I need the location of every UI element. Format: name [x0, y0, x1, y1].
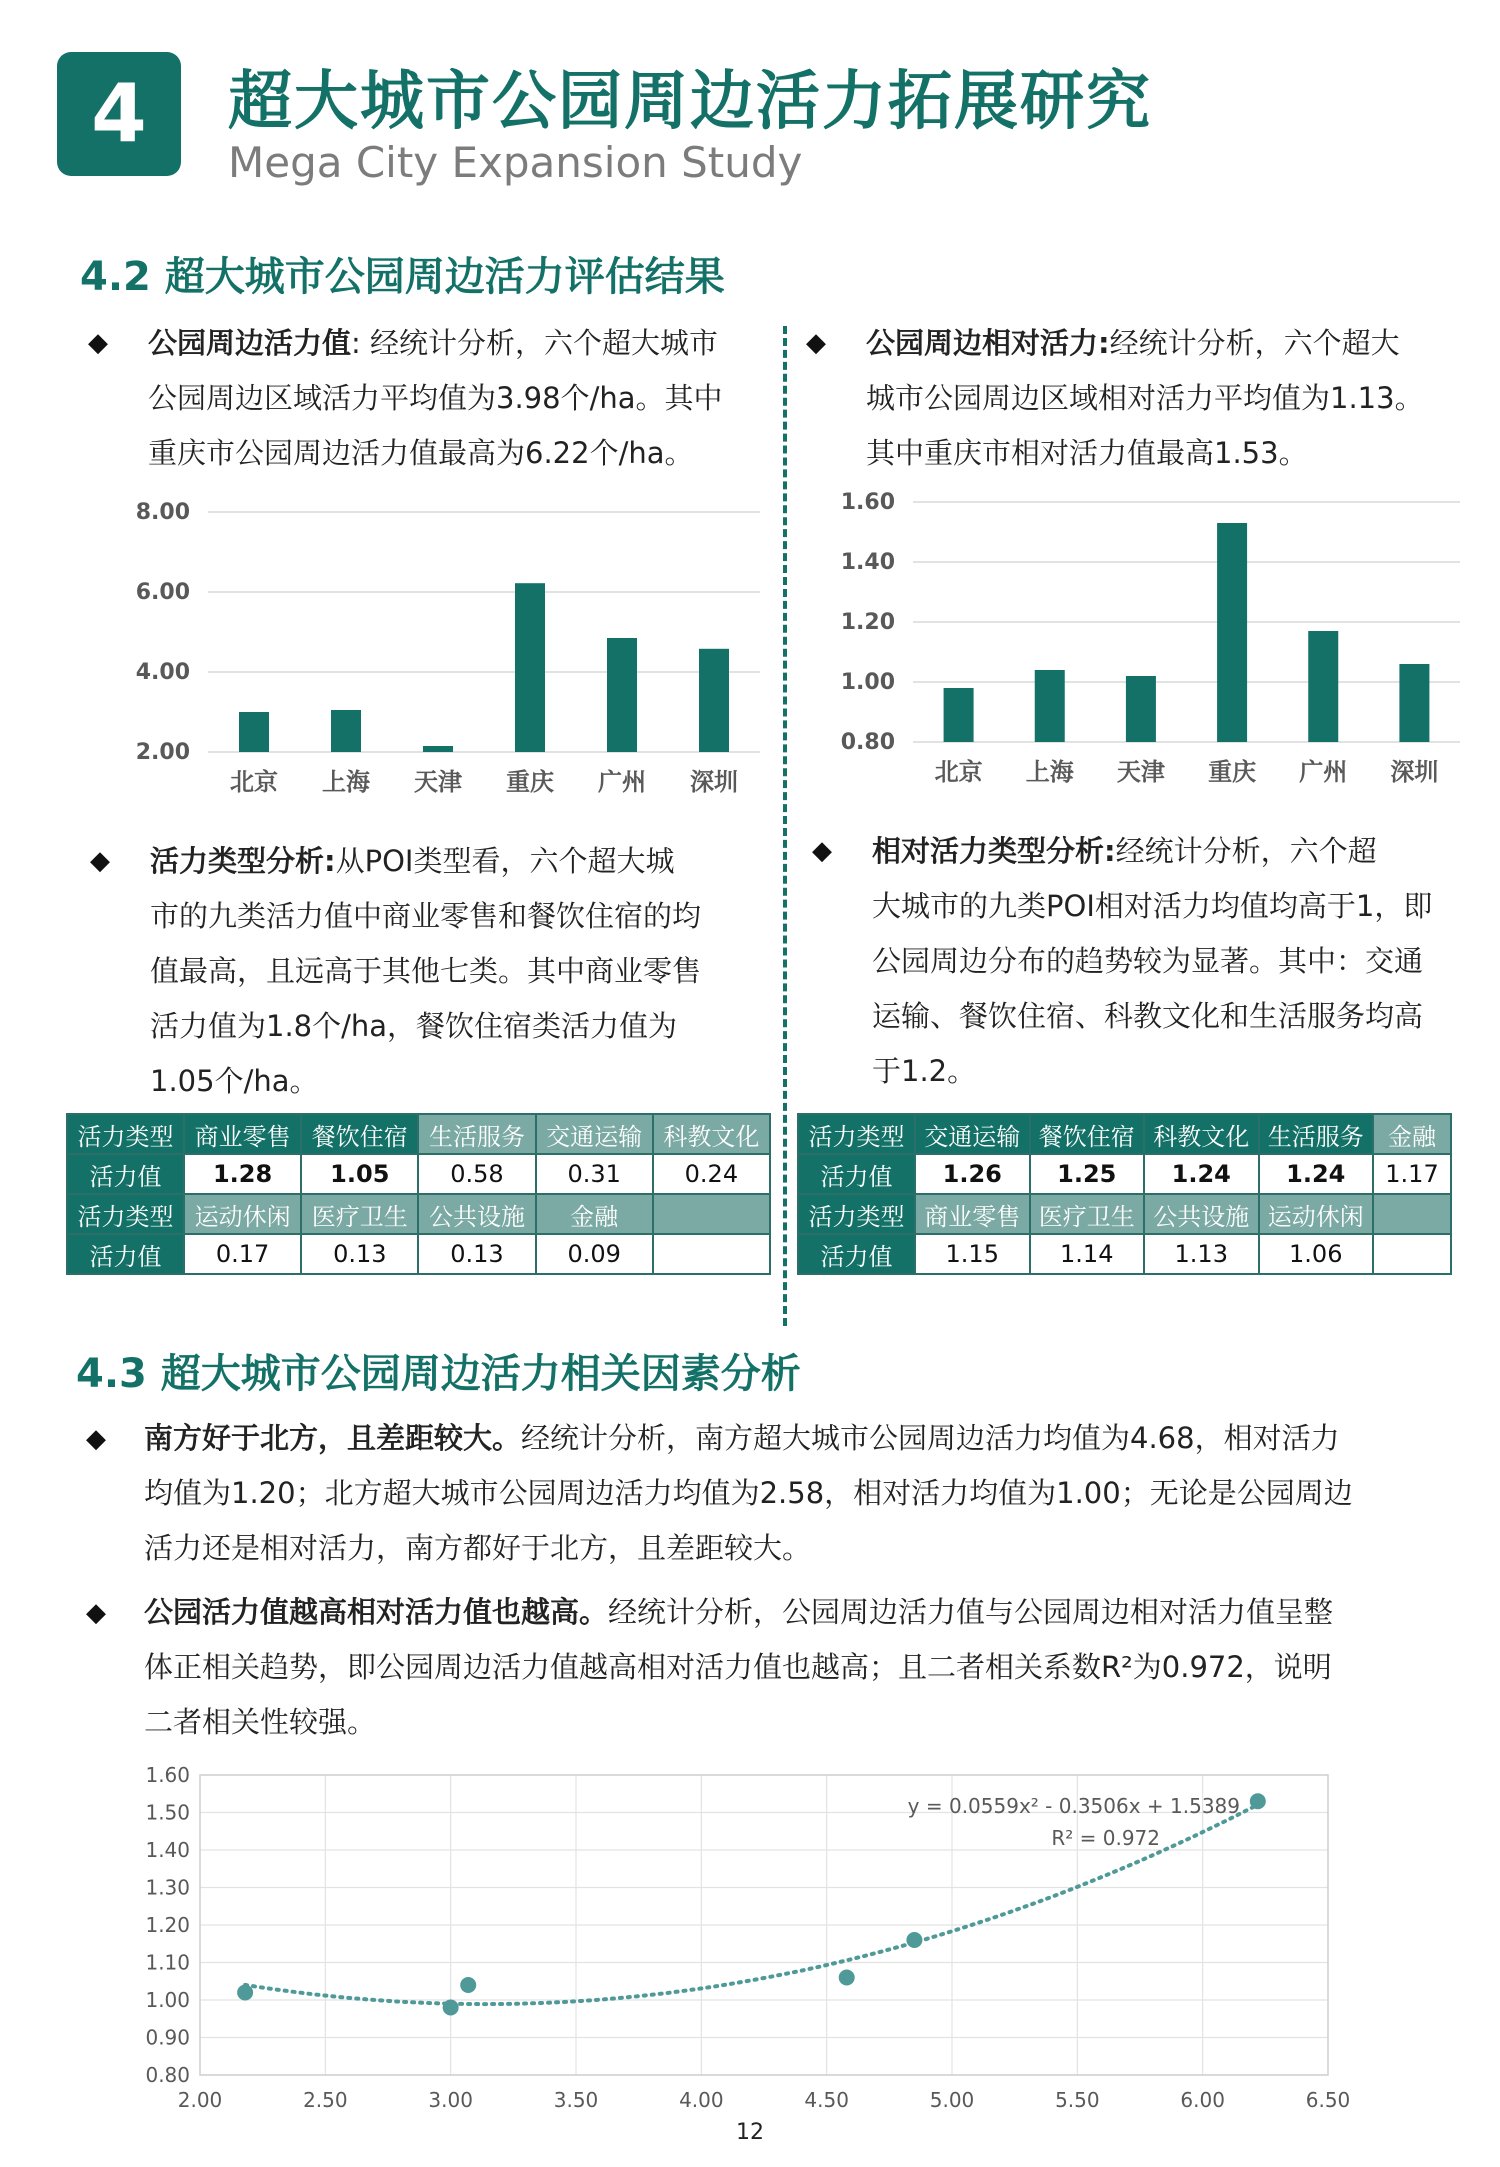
table-cell: 1.26 [915, 1154, 1030, 1194]
table-cell: 公共设施 [418, 1194, 535, 1234]
table-cell: 金融 [536, 1194, 653, 1234]
table-row [67, 1154, 770, 1194]
table-cell [653, 1194, 770, 1234]
table-cell: 运动休闲 [184, 1194, 301, 1234]
table-row [67, 1114, 770, 1154]
x-tick-label: 3.50 [553, 2088, 599, 2112]
x-tick-label: 5.00 [929, 2088, 975, 2112]
y-tick-label: 8.00 [135, 500, 190, 525]
table-cell: 生活服务 [418, 1114, 535, 1154]
x-category-label: 天津 [1116, 758, 1165, 786]
y-tick-label: 1.00 [840, 670, 895, 695]
right-para-type-analysis [872, 824, 1482, 1099]
para-line: 从POI类型看，六个超大城 [335, 844, 675, 878]
y-tick-label: 1.40 [145, 1838, 190, 1862]
section-4-3-title: 4.3 超大城市公园周边活力相关因素分析 [76, 1351, 801, 1397]
x-category-label: 深圳 [1390, 758, 1439, 786]
bar [331, 710, 361, 752]
y-tick-label: 2.00 [135, 740, 190, 765]
table-cell [1373, 1234, 1451, 1274]
para-line: 市的九类活力值中商业零售和餐饮住宿的均 [150, 899, 702, 933]
table-cell: 1.05 [301, 1154, 418, 1194]
bar [1399, 664, 1429, 742]
para-correlation [144, 1585, 1464, 1750]
x-tick-label: 4.00 [679, 2088, 724, 2112]
table-cell: 活力类型 [798, 1194, 915, 1234]
y-tick-label: 1.20 [145, 1913, 190, 1937]
scatter-point [460, 1977, 476, 1993]
para-line: 公园周边分布的趋势较为显著。其中：交通 [872, 944, 1424, 978]
y-tick-label: 1.60 [840, 490, 895, 515]
table-cell: 活力类型 [67, 1194, 184, 1234]
table-cell: 0.17 [184, 1234, 301, 1274]
y-tick-label: 1.60 [145, 1763, 190, 1787]
table-cell: 交通运输 [536, 1114, 653, 1154]
table-cell: 公共设施 [1144, 1194, 1259, 1234]
y-tick-label: 0.90 [145, 2025, 190, 2050]
bullet-diamond: ◆ [806, 328, 826, 358]
table-cell: 0.58 [418, 1154, 535, 1194]
x-tick-label: 3.00 [428, 2088, 473, 2112]
para-line: 大城市的九类POI相对活力均值均高于1，即 [872, 889, 1433, 923]
table-cell: 1.14 [1030, 1234, 1145, 1274]
para-line: : 经统计分析，六个超大城市 [351, 326, 719, 360]
table-cell: 1.24 [1259, 1154, 1374, 1194]
x-category-label: 天津 [414, 768, 462, 796]
bar [607, 638, 637, 752]
right-para-relative-vitality [866, 316, 1476, 481]
bar [515, 583, 545, 752]
section-4-2-title: 4.2 超大城市公园周边活力评估结果 [80, 254, 725, 300]
y-tick-label: 1.00 [145, 1988, 190, 2012]
para-line: 经统计分析，公园周边活力值与公园周边相对活力值呈整 [608, 1595, 1334, 1629]
y-tick-label: 0.80 [145, 2063, 190, 2087]
trendline-equation: y = 0.0559x² - 0.3506x + 1.5389 [907, 1794, 1240, 1818]
table-cell: 运动休闲 [1259, 1194, 1374, 1234]
bar [239, 712, 269, 752]
left-para-vitality [148, 316, 788, 481]
vitality-bar-chart [110, 490, 770, 820]
y-tick-label: 6.00 [135, 580, 190, 605]
table-row [798, 1154, 1451, 1194]
para-line: 体正相关趋势，即公园周边活力值越高相对活力值也越高；且二者相关系数R²为0.972，说明 [144, 1650, 1332, 1684]
para-line: 运输、餐饮住宿、科教文化和生活服务均高 [872, 999, 1424, 1033]
para-south-north [144, 1411, 1464, 1576]
scatter-point [237, 1985, 253, 2001]
bar [1308, 631, 1338, 742]
table-cell: 活力值 [67, 1234, 184, 1274]
x-tick-label: 2.00 [177, 2088, 223, 2112]
table-cell: 餐饮住宿 [1030, 1114, 1145, 1154]
right-relative-vitality-table [797, 1113, 1452, 1275]
table-cell: 活力类型 [798, 1114, 915, 1154]
x-category-label: 重庆 [1208, 758, 1257, 786]
left-para-vitality-bold: 公园周边活力值 [148, 326, 352, 360]
para-line: 于1.2。 [872, 1054, 977, 1088]
table-cell: 活力值 [798, 1234, 915, 1274]
x-category-label: 广州 [598, 768, 646, 796]
table-cell: 1.15 [915, 1234, 1030, 1274]
bar [423, 746, 453, 752]
x-category-label: 广州 [1299, 758, 1348, 786]
x-tick-label: 2.50 [303, 2088, 348, 2112]
table-cell: 0.31 [536, 1154, 653, 1194]
y-tick-label: 1.30 [145, 1875, 190, 1900]
bullet-diamond: ◆ [88, 328, 108, 358]
r-squared-label: R² = 0.972 [1051, 1826, 1160, 1850]
para-line: 1.05个/ha。 [150, 1064, 319, 1098]
table-cell: 活力类型 [67, 1114, 184, 1154]
x-category-label: 北京 [230, 768, 278, 796]
right-para-bold: 公园周边相对活力: [866, 326, 1110, 360]
para-line: 值最高，且远高于其他七类。其中商业零售 [150, 954, 702, 988]
table-cell: 0.09 [536, 1234, 653, 1274]
table-row [798, 1234, 1451, 1274]
left-para-type-bold: 活力类型分析: [150, 844, 336, 878]
table-cell: 0.13 [418, 1234, 535, 1274]
para-line: 活力还是相对活力，南方都好于北方，且差距较大。 [144, 1531, 812, 1565]
scatter-point [906, 1932, 922, 1948]
scatter-point [1250, 1793, 1266, 1809]
table-cell: 商业零售 [915, 1194, 1030, 1234]
table-row [798, 1194, 1451, 1234]
bullet-diamond: ◆ [90, 846, 110, 876]
table-row [67, 1234, 770, 1274]
para-correlation-bold: 公园活力值越高相对活力值也越高。 [144, 1595, 609, 1629]
bar [1035, 670, 1065, 742]
para-south-north-bold: 南方好于北方，且差距较大。 [144, 1421, 522, 1455]
table-cell [653, 1234, 770, 1274]
x-tick-label: 6.50 [1305, 2088, 1351, 2112]
relative-vitality-bar-chart [810, 482, 1470, 812]
right-para-type-bold: 相对活力类型分析: [872, 834, 1116, 868]
para-line: 公园周边区域活力平均值为3.98个/ha。其中 [148, 381, 723, 415]
chapter-title: 超大城市公园周边活力拓展研究 [228, 65, 1152, 139]
table-cell: 1.06 [1259, 1234, 1374, 1274]
bullet-diamond: ◆ [86, 1424, 106, 1454]
para-line: 其中重庆市相对活力值最高1.53。 [866, 436, 1308, 470]
correlation-scatter-chart [110, 1755, 1370, 2115]
bullet-diamond: ◆ [812, 836, 832, 866]
table-row [798, 1114, 1451, 1154]
table-cell: 医疗卫生 [301, 1194, 418, 1234]
table-cell [1373, 1194, 1451, 1234]
para-line: 重庆市公园周边活力值最高为6.22个/ha。 [148, 436, 694, 470]
chapter-number-badge: 4 [57, 52, 181, 176]
y-tick-label: 1.20 [840, 610, 895, 635]
table-cell: 商业零售 [184, 1114, 301, 1154]
table-cell: 餐饮住宿 [301, 1114, 418, 1154]
bar [699, 649, 729, 752]
y-tick-label: 1.50 [145, 1800, 190, 1825]
table-cell: 交通运输 [915, 1114, 1030, 1154]
para-line: 经统计分析，六个超 [1115, 834, 1377, 868]
bullet-diamond: ◆ [86, 1598, 106, 1628]
para-line: 经统计分析，南方超大城市公园周边活力均值为4.68，相对活力 [521, 1421, 1340, 1455]
bar [1126, 676, 1156, 742]
y-tick-label: 1.40 [840, 550, 895, 575]
x-category-label: 重庆 [506, 768, 554, 796]
table-cell: 0.24 [653, 1154, 770, 1194]
table-cell: 0.13 [301, 1234, 418, 1274]
x-category-label: 上海 [1025, 758, 1074, 786]
y-tick-label: 4.00 [135, 660, 190, 685]
para-line: 均值为1.20；北方超大城市公园周边活力均值为2.58，相对活力均值为1.00；无论是公园周边 [144, 1476, 1353, 1510]
table-cell: 医疗卫生 [1030, 1194, 1145, 1234]
table-cell: 1.28 [184, 1154, 301, 1194]
para-line: 城市公园周边区域相对活力平均值为1.13。 [866, 381, 1424, 415]
para-line: 活力值为1.8个/ha，餐饮住宿类活力值为 [150, 1009, 678, 1043]
page-number: 12 [736, 2120, 764, 2145]
bar [944, 688, 974, 742]
x-category-label: 北京 [934, 758, 983, 786]
x-category-label: 上海 [322, 768, 370, 796]
y-tick-label: 0.80 [840, 730, 895, 755]
table-cell: 1.24 [1144, 1154, 1259, 1194]
left-para-type-analysis [150, 834, 780, 1109]
table-cell: 生活服务 [1259, 1114, 1374, 1154]
table-cell: 1.13 [1144, 1234, 1259, 1274]
x-tick-label: 5.50 [1055, 2088, 1100, 2112]
para-line: 二者相关性较强。 [144, 1705, 377, 1739]
scatter-point [443, 2000, 459, 2016]
chapter-subtitle: Mega City Expansion Study [228, 138, 803, 187]
x-tick-label: 6.00 [1180, 2088, 1225, 2112]
table-cell: 金融 [1373, 1114, 1451, 1154]
scatter-point [839, 1970, 855, 1986]
para-line: 经统计分析，六个超大 [1109, 326, 1400, 360]
table-cell: 1.17 [1373, 1154, 1451, 1194]
x-tick-label: 4.50 [804, 2088, 849, 2112]
x-category-label: 深圳 [690, 768, 738, 796]
table-cell: 科教文化 [1144, 1114, 1259, 1154]
table-cell: 活力值 [798, 1154, 915, 1194]
table-row [67, 1194, 770, 1234]
table-cell: 活力值 [67, 1154, 184, 1194]
y-tick-label: 1.10 [145, 1950, 190, 1975]
bar [1217, 523, 1247, 742]
table-cell: 科教文化 [653, 1114, 770, 1154]
left-vitality-table [66, 1113, 771, 1275]
table-cell: 1.25 [1030, 1154, 1145, 1194]
